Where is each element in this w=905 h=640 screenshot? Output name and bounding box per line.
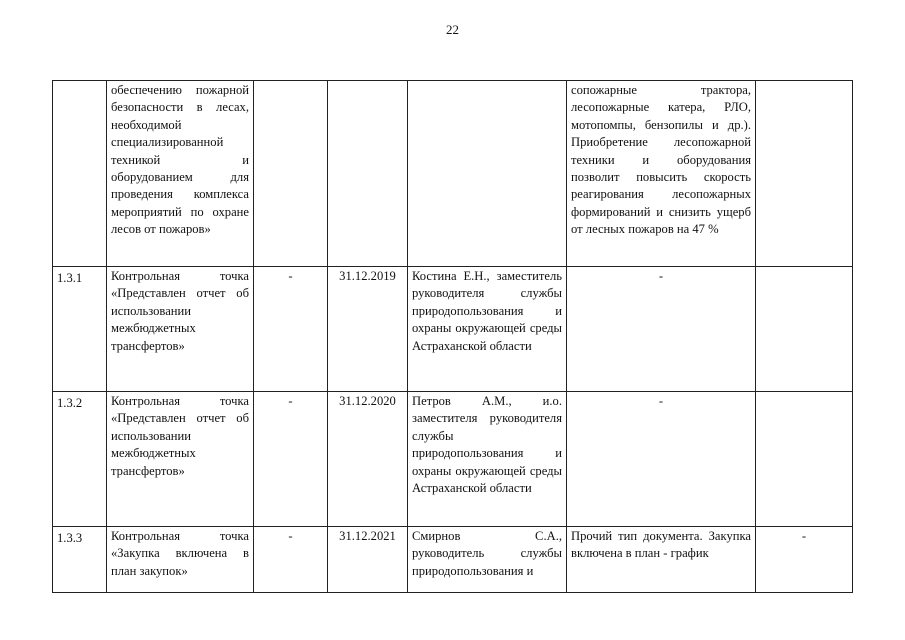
extra-cell [756,267,853,392]
description-cell: Контрольная точка «Представлен отчет об использовании межбюджетных трансфертов» [107,392,254,527]
end-date-cell [328,81,408,267]
result-cell: Прочий тип документа. Закупка включена в план - график [567,527,756,593]
extra-cell [756,81,853,267]
result-cell: сопожарные трактора, лесопожарные катера, РЛО, мотопомпы, бензопилы и др.). Приобретение лесопожарной техники и оборудования позволит повысить скорость реагирования лесопожарных формирований и снизить ущерб от лесных пожаров на 47 % [567,81,756,267]
row-number-cell [53,81,107,267]
start-date-cell: - [254,392,328,527]
start-date-cell: - [254,267,328,392]
extra-cell: - [756,527,853,593]
table-row [53,81,853,267]
responsible-cell: Смирнов С.А., руководитель службы природопользования и [408,527,567,593]
row-number-cell: 1.3.1 [53,267,107,392]
responsible-cell: Петров А.М., и.о. заместителя руководителя службы природопользования и охраны окружающей среды Астраханской области [408,392,567,527]
end-date-cell: 31.12.2021 [328,527,408,593]
start-date-cell [254,81,328,267]
table-row [53,392,853,527]
responsible-cell: Костина Е.Н., заместитель руководителя службы природопользования и охраны окружающей среды Астраханской области [408,267,567,392]
result-cell: - [567,267,756,392]
description-cell: Контрольная точка «Закупка включена в план закупок» [107,527,254,593]
table-row [53,267,853,392]
description-cell: Контрольная точка «Представлен отчет об использовании межбюджетных трансфертов» [107,267,254,392]
responsible-cell [408,81,567,267]
end-date-cell: 31.12.2019 [328,267,408,392]
extra-cell [756,392,853,527]
plan-table [52,80,853,593]
description-cell: обеспечению пожарной безопасности в лесах, необходимой специализированной техникой и оборудованием для проведения комплекса мероприятий по охране лесов от пожаров» [107,81,254,267]
start-date-cell: - [254,527,328,593]
row-number-cell: 1.3.2 [53,392,107,527]
end-date-cell: 31.12.2020 [328,392,408,527]
row-number-cell: 1.3.3 [53,527,107,593]
table-row [53,527,853,593]
result-cell: - [567,392,756,527]
page-number: 22 [446,22,459,37]
